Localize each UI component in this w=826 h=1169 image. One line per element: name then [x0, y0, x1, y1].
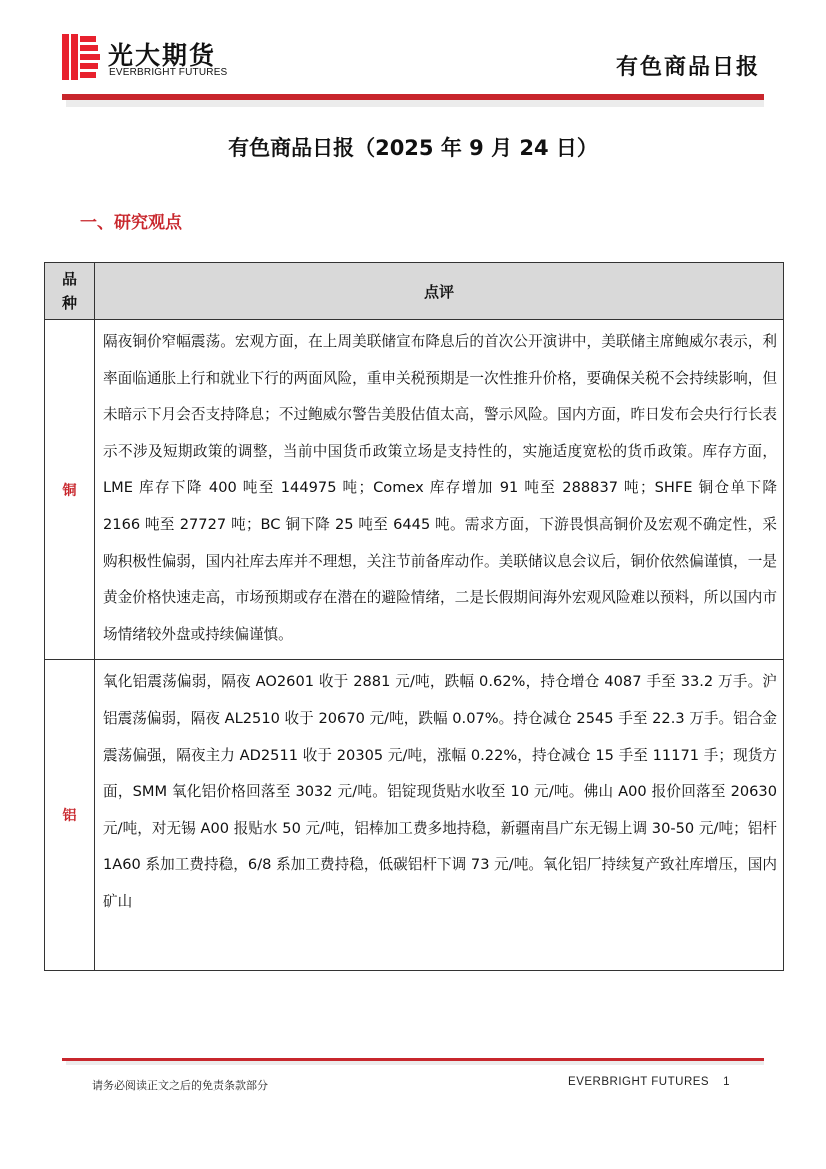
section-heading: 一、研究观点 — [80, 213, 182, 233]
footer-company: EVERBRIGHT FUTURES — [568, 1076, 710, 1088]
comment-cell-aluminum: 氧化铝震荡偏弱，隔夜 AO2601 收于 2881 元/吨，跌幅 0.62%，持仓增仓 4087 手至 33.2 万手。沪铝震荡偏弱，隔夜 AL2510 收于 20670 元/吨，跌幅 0.07%。持仓减仓 2545 手至 22.3 万手。铝合金震荡偏强，隔夜主力 AD2511 收于 20305 元/吨，涨幅 0.22%，持仓减仓 15 手至 11171 手；现货方面，SMM 氧化铝价格回落至 3032 元/吨。铝锭现货贴水收至 10 元/吨。佛山 A00 报价回落至 20630 元/吨，对无锡 A00 报贴水 50 元/吨，铝棒加工费多地持稳，新疆南昌广东无锡上调 30-50 元/吨；铝杆 1A60 系加工费持稳，6/8 系加工费持稳，低碳铝杆下调 73 元/吨。氧化铝厂持续复产致社库增压，国内矿山 — [95, 660, 784, 971]
header-divider-shadow — [66, 100, 764, 107]
column-header-kind-line2: 种 — [61, 294, 77, 312]
kind-cell-aluminum: 铝 — [45, 660, 95, 971]
kind-cell-copper: 铜 — [45, 320, 95, 660]
column-header-kind — [45, 263, 95, 320]
page-header — [62, 34, 764, 96]
table-row — [45, 660, 784, 971]
page-number: 1 — [723, 1076, 730, 1088]
column-header-comment: 点评 — [95, 263, 784, 320]
logo-english-name: EVERBRIGHT FUTURES — [109, 67, 228, 78]
logo-chinese-name: 光大期货 — [108, 41, 217, 70]
comment-cell-copper: 隔夜铜价窄幅震荡。宏观方面，在上周美联储宣布降息后的首次公开演讲中，美联储主席鲍威尔表示，利率面临通胀上行和就业下行的两面风险，重申关税预期是一次性推升价格，要确保关税不会持续影响，但未暗示下月会否支持降息；不过鲍威尔警告美股估值太高，警示风险。国内方面，昨日发布会央行行长表示不涉及短期政策的调整，当前中国货币政策立场是支持性的，实施适度宽松的货币政策。库存方面，LME 库存下降 400 吨至 144975 吨；Comex 库存增加 91 吨至 288837 吨；SHFE 铜仓单下降 2166 吨至 27727 吨；BC 铜下降 25 吨至 6445 吨。需求方面，下游畏惧高铜价及宏观不确定性，采购积极性偏弱，国内社库去库并不理想，关注节前备库动作。美联储议息会议后，铜价依然偏谨慎，一是黄金价格快速走高，市场预期或存在潜在的避险情绪，二是长假期间海外宏观风险难以预料，所以国内市场情绪较外盘或持续偏谨慎。 — [95, 320, 784, 660]
footer-brand — [568, 1076, 730, 1088]
footer-disclaimer: 请务必阅读正文之后的免责条款部分 — [92, 1079, 268, 1092]
column-header-kind-line1: 品 — [61, 270, 77, 288]
research-table — [44, 262, 784, 971]
page-title: 有色商品日报（2025 年 9 月 24 日） — [228, 136, 598, 160]
everbright-logo-icon — [62, 34, 100, 80]
table-header-row — [45, 263, 784, 320]
report-name: 有色商品日报 — [615, 55, 760, 80]
footer-divider-shadow — [66, 1061, 764, 1065]
table-row — [45, 320, 784, 660]
